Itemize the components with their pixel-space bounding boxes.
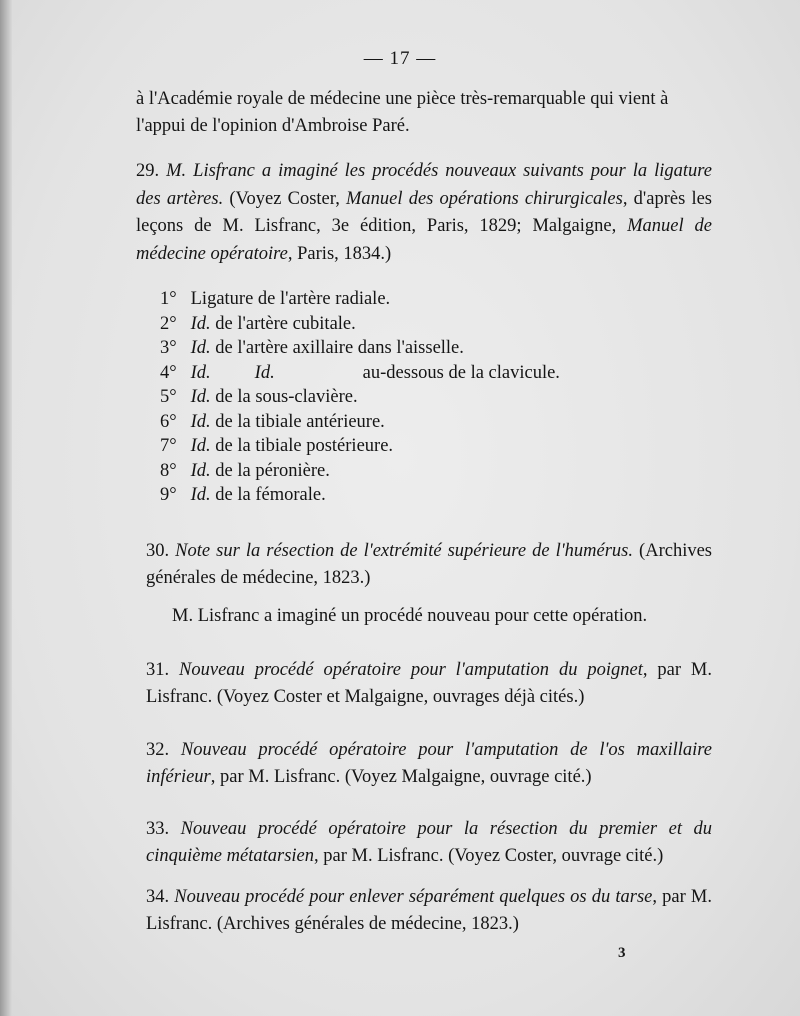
entry-reference: , par M. Lisfranc. (Voyez Malgaigne, ouvrage cité.)	[210, 767, 592, 787]
entry-title: M. Lisfranc a imaginé les procédés nouveaux suivants pour la ligature des artères.	[136, 161, 713, 209]
entry-30	[146, 538, 712, 592]
list-item: 7° Id. de la tibiale postérieure.	[160, 436, 394, 456]
entry-number: 30.	[146, 541, 170, 561]
entry-title: Note sur la résection de l'extrémité supérieure de l'humérus.	[175, 541, 634, 561]
entry-title: Nouveau procédé opératoire pour l'amputation de l'os maxillaire inférieur	[146, 740, 712, 787]
entry-reference: , d'après les leçons de M. Lisfranc, 3e édition, Paris, 1829; Malgaigne,	[136, 188, 713, 236]
entry-34	[146, 884, 712, 938]
intro-line-2: l'appui de l'opinion d'Ambroise Paré.	[136, 116, 410, 136]
ligature-list	[160, 287, 720, 508]
list-item: 2° Id. de l'artère cubitale.	[160, 313, 356, 334]
entry-number: 32.	[146, 740, 170, 760]
entry-number: 31.	[146, 660, 170, 680]
entry-reference: , par M. Lisfranc. (Voyez Coster et Malgaigne, ouvrages déjà cités.)	[146, 660, 712, 707]
entry-31	[146, 657, 712, 711]
entry-number: 29.	[136, 161, 160, 181]
entry-reference: , par M. Lisfranc. (Voyez Coster, ouvrage cité.)	[314, 846, 664, 866]
list-item: 9° Id. de la fémorale.	[160, 485, 326, 505]
entry-33	[146, 816, 712, 870]
entry-number: 34.	[146, 887, 170, 907]
page-edge	[0, 0, 12, 1016]
entry-title: Nouveau procédé pour enlever séparément quelques os du tarse	[174, 887, 653, 907]
page-number: — 17 —	[363, 48, 437, 69]
list-item: 4° Id. Id. au-dessous de la clavicule.	[160, 362, 560, 383]
list-item: 8° Id. de la péronière.	[160, 460, 330, 481]
list-item: 5° Id. de la sous-clavière.	[160, 387, 358, 407]
entry-reference: (Voyez Coster,	[223, 188, 346, 209]
entry-title: Nouveau procédé opératoire pour l'amputation du poignet	[179, 660, 643, 680]
entry-29	[136, 158, 712, 268]
entry-32	[146, 737, 712, 791]
reference-title: Manuel de médecine opératoire	[136, 216, 712, 264]
entry-reference: , Paris, 1834.)	[287, 243, 392, 264]
list-item: 3° Id. de l'artère axillaire dans l'aisselle.	[160, 338, 464, 358]
list-item: 6° Id. de la tibiale antérieure.	[160, 411, 385, 432]
entry-title: Nouveau procédé opératoire pour la résection du premier et du cinquième métatarsien	[146, 819, 712, 866]
list-item: 1° Ligature de l'artère radiale.	[160, 289, 391, 309]
intro-paragraph	[136, 86, 710, 140]
signature-mark: 3	[618, 945, 626, 961]
intro-line-1: à l'Académie royale de médecine une pièce très-remarquable qui vient à	[136, 89, 669, 109]
reference-title: Manuel des opérations chirurgicales	[346, 188, 623, 209]
entry-reference: (Archives générales de médecine, 1823.)	[146, 541, 712, 588]
entry-number: 33.	[146, 819, 170, 839]
entry-reference: , par M. Lisfranc. (Archives générales de médecine, 1823.)	[146, 887, 713, 934]
entry-30-note: M. Lisfranc a imaginé un procédé nouveau pour cette opération.	[172, 606, 648, 626]
